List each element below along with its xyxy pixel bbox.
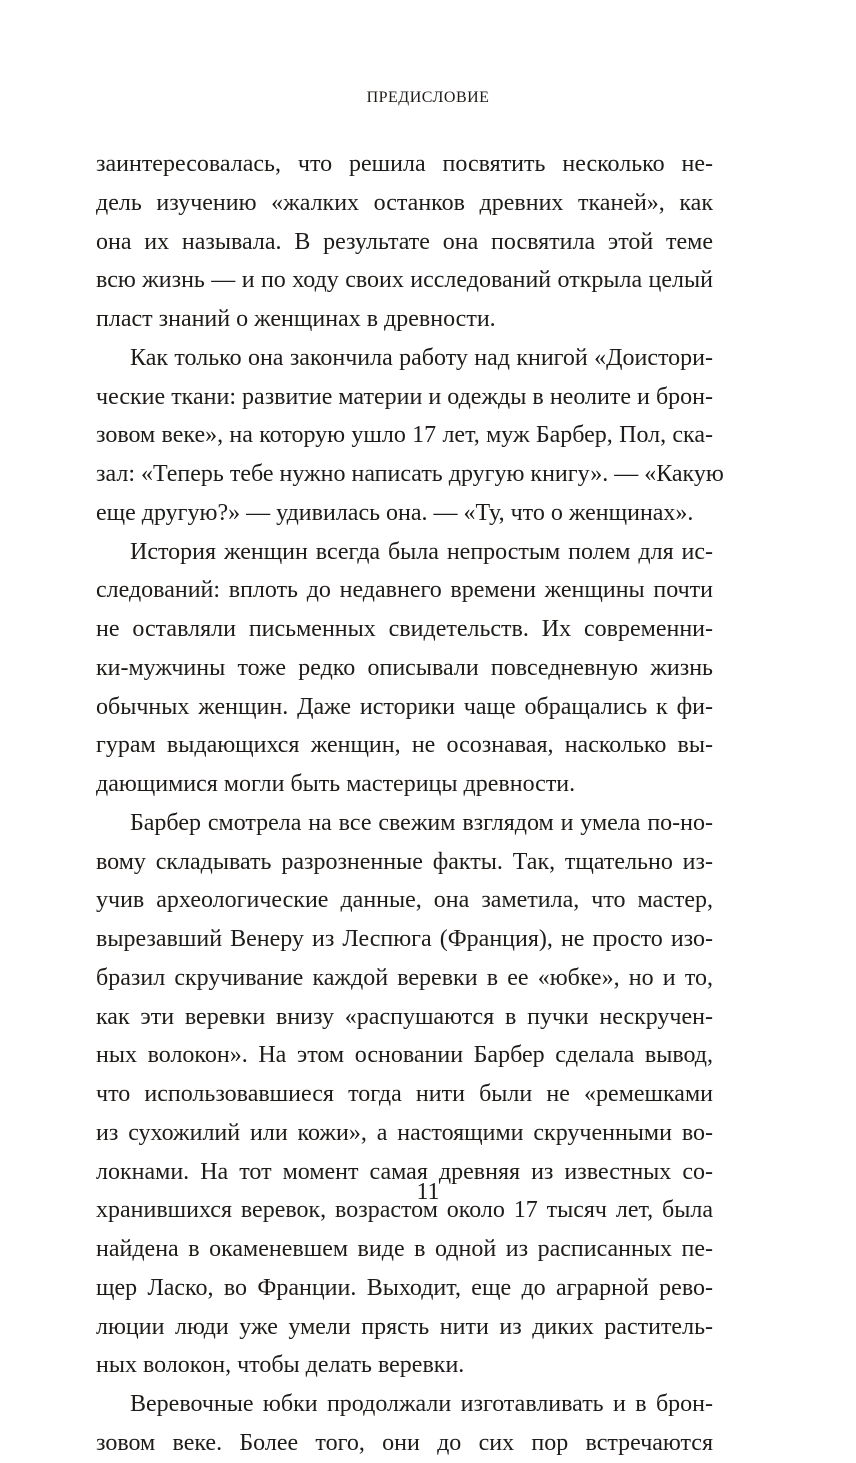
paragraph-first-line: Веревочные юбки продолжали изготавливать и в брон- [130,1391,713,1417]
text-line: зовом веке», на которую ушло 17 лет, муж Барбер, Пол, ска- [96,422,713,449]
text-line: гурам выдающихся женщин, не осознавая, насколько вы- [96,732,713,759]
text-line: следований: вплоть до недавнего времени женщины почти [96,577,713,604]
text-line: пласт знаний о женщинах в древности. [96,306,496,332]
text-line: вому складывать разрозненные факты. Так, тщательно из- [96,848,713,875]
text-line: хранившихся веревок, возрастом около 17 тысяч лет, была [96,1197,713,1224]
running-head: ПРЕДИСЛОВИЕ [366,89,490,106]
text-line: ных волокон». На этом основании Барбер сделала вывод, [96,1042,713,1069]
text-line: вырезавший Венеру из Леспюга (Франция), не просто изо- [96,926,713,952]
text-line: найдена в окаменевшем виде в одной из расписанных пе- [96,1236,713,1262]
text-line: локнами. На тот момент самая древняя из известных со- [96,1158,713,1185]
text-line: учив археологические данные, она заметила, что мастер, [96,887,713,914]
text-line: щер Ласко, во Франции. Выходит, еще до аграрной рево- [96,1274,713,1301]
text-line: она их называла. В результате она посвятила этой теме [96,228,713,255]
text-line: дель изучению «жалких останков древних тканей», как [96,189,713,216]
text-line: из сухожилий или кожи», а настоящими скрученными во- [96,1119,713,1146]
text-line: всю жизнь — и по ходу своих исследований открыла целый [96,267,713,294]
text-line: обычных женщин. Даже историки чаще обращались к фи- [96,693,713,720]
text-line: зовом веке. Более того, они до сих пор встречаются [96,1429,713,1456]
text-line: что использовавшиеся тогда нити были не «ремешками [96,1081,713,1107]
text-line: ных волокон, чтобы делать веревки. [96,1352,465,1379]
text-line: бразил скручивание каждой веревки в ее «юбке», но и то, [96,964,713,991]
paragraph-first-line: Барбер смотрела на все свежим взглядом и умела по-но- [130,809,713,836]
text-line: люции люди уже умели прясть нити из диких раститель- [96,1313,713,1340]
text-line: еще другую?» — удивилась она. — «Ту, что о женщинах». [96,499,694,526]
paragraph-first-line: Как только она закончила работу над книгой «Доистори- [130,344,713,371]
text-line: заинтересовалась, что решила посвятить несколько не- [96,151,713,177]
text-line: ческие ткани: развитие материи и одежды в неолите и брон- [96,383,713,410]
text-line: ки-мужчины тоже редко описывали повседневную жизнь [96,654,713,681]
body-text [96,145,724,1463]
page-number: 11 [416,1179,440,1205]
text-line: не оставляли письменных свидетельств. Их современни- [96,616,713,642]
text-line: как эти веревки внизу «распушаются в пучки нескручен- [96,1003,713,1030]
text-line: дающимися могли быть мастерицы древности. [96,771,576,797]
text-line: зал: «Теперь тебе нужно написать другую книгу». — «Какую [96,461,724,487]
paragraph-first-line: История женщин всегда была непростым полем для ис- [130,538,713,565]
